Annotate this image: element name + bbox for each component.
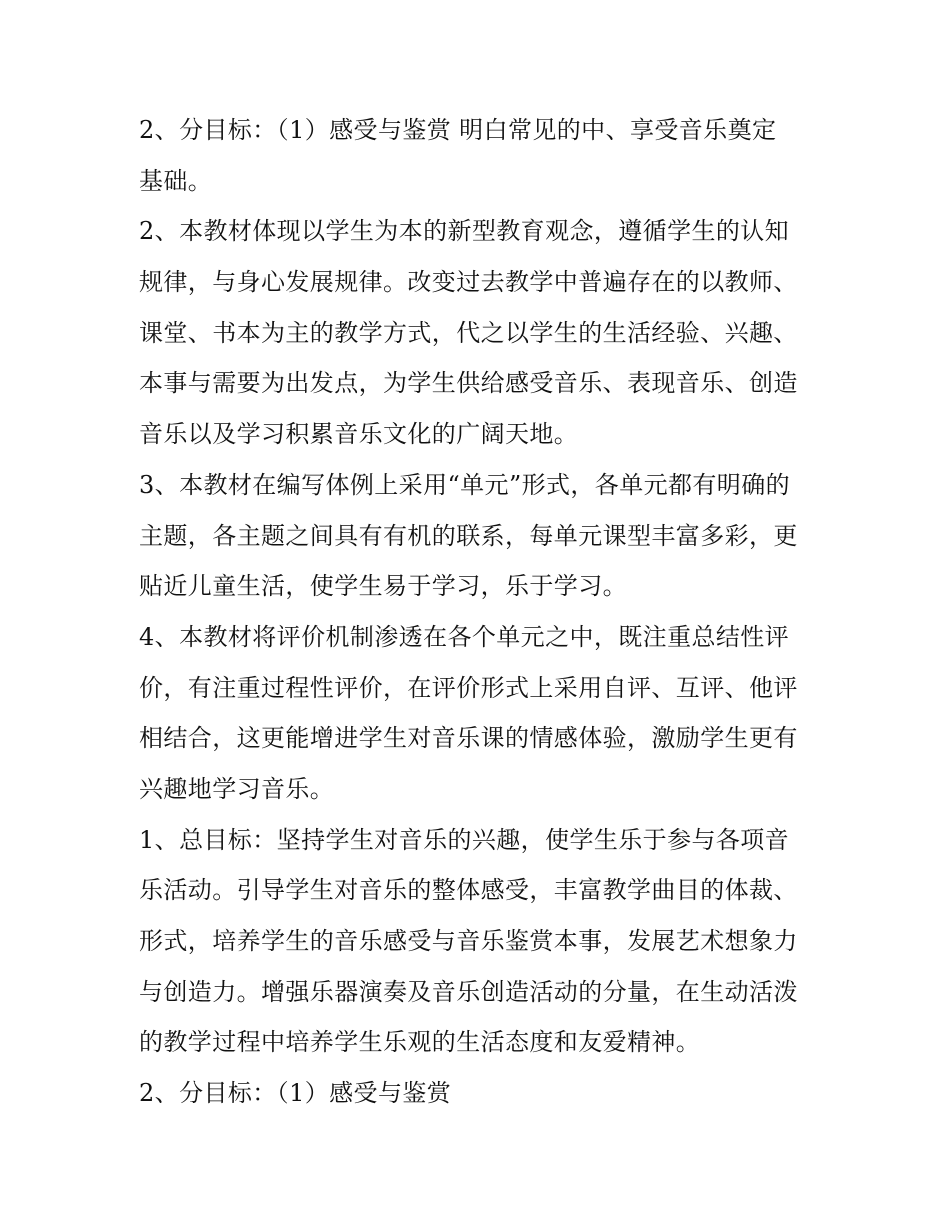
- document-body: [139, 105, 819, 1119]
- text-line-18: 与创造力。增强乐器演奏及音乐创造活动的分量，在生动活泼: [139, 977, 798, 1006]
- text-line-13: 相结合，这更能增进学生对音乐课的情感体验，激励学生更有: [139, 724, 798, 753]
- text-line-7: 音乐以及学习积累音乐文化的广阔天地。: [139, 420, 579, 449]
- text-line-14: 兴趣地学习音乐。: [139, 774, 335, 803]
- text-line-10: 贴近儿童生活，使学生易于学习，乐于学习。: [139, 572, 627, 601]
- text-line-11: 4、本教材将评价机制渗透在各个单元之中，既注重总结性评: [139, 622, 790, 651]
- text-line-12: 价，有注重过程性评价，在评价形式上采用自评、互评、他评: [139, 673, 798, 702]
- text-line-8: 3、本教材在编写体例上采用“单元”形式，各单元都有明确的: [139, 470, 791, 499]
- text-line-9: 主题，各主题之间具有有机的联系，每单元课型丰富多彩，更: [139, 521, 798, 550]
- text-line-16: 乐活动。引导学生对音乐的整体感受，丰富教学曲目的体裁、: [139, 876, 798, 905]
- text-line-6: 本事与需要为出发点，为学生供给感受音乐、表现音乐、创造: [139, 369, 798, 398]
- text-line-5: 课堂、书本为主的教学方式，代之以学生的生活经验、兴趣、: [139, 318, 798, 347]
- text-line-20: 2、分目标：（1）感受与鉴赏: [139, 1079, 452, 1108]
- text-line-2: 基础。: [139, 166, 213, 195]
- text-line-15: 1、总目标：坚持学生对音乐的兴趣，使学生乐于参与各项音: [139, 825, 790, 854]
- text-line-3: 2、本教材体现以学生为本的新型教育观念，遵循学生的认知: [139, 217, 790, 246]
- text-line-1: 2、分目标：（1）感受与鉴赏 明白常见的中、享受音乐奠定: [139, 116, 777, 144]
- text-line-4: 规律，与身心发展规律。改变过去教学中普遍存在的以教师、: [139, 268, 798, 297]
- text-line-19: 的教学过程中培养学生乐观的生活态度和友爱精神。: [139, 1028, 701, 1057]
- text-line-17: 形式，培养学生的音乐感受与音乐鉴赏本事，发展艺术想象力: [139, 927, 798, 955]
